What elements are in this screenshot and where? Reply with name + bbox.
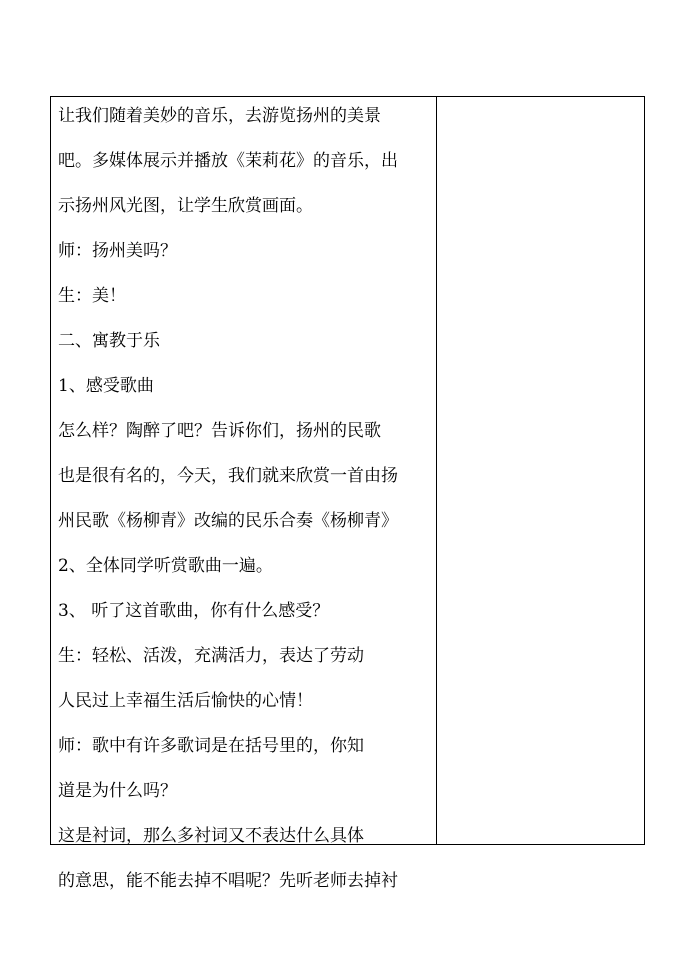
text-line-10: 州民歌《杨柳青》改编的民乐合奏《杨柳青》 bbox=[58, 511, 398, 531]
text-line-13: 生：轻松、活泼，充满活力，表达了劳动 bbox=[58, 646, 364, 666]
notes-cell bbox=[438, 98, 643, 843]
text-line-17: 这是衬词，那么多衬词又不表达什么具体 bbox=[58, 826, 364, 846]
section-heading: 二、寓教于乐 bbox=[58, 331, 160, 351]
text-line-16: 道是为什么吗？ bbox=[58, 781, 177, 801]
text-line-5: 生：美！ bbox=[58, 286, 126, 306]
text-line-18: 的意思，能不能去掉不唱呢？先听老师去掉衬 bbox=[58, 871, 398, 891]
text-line-8: 怎么样？陶醉了吧？告诉你们，扬州的民歌 bbox=[58, 421, 381, 441]
text-line-2: 吧。多媒体展示并播放《茉莉花》的音乐，出 bbox=[58, 151, 398, 171]
text-line-15: 师：歌中有许多歌词是在括号里的，你知 bbox=[58, 736, 364, 756]
text-line-1: 让我们随着美妙的音乐，去游览扬州的美景 bbox=[58, 106, 381, 126]
text-line-3: 示扬州风光图，让学生欣赏画面。 bbox=[58, 196, 313, 216]
text-line-4: 师：扬州美吗？ bbox=[58, 241, 177, 261]
text-line-9: 也是很有名的，今天，我们就来欣赏一首由扬 bbox=[58, 466, 398, 486]
subheading-1: 1、感受歌曲 bbox=[58, 376, 154, 396]
subheading-2: 2、全体同学听赏歌曲一遍。 bbox=[58, 556, 273, 576]
text-line-14: 人民过上幸福生活后愉快的心情！ bbox=[58, 691, 313, 711]
subheading-3: 3、 听了这首歌曲，你有什么感受？ bbox=[58, 601, 330, 621]
column-divider bbox=[436, 96, 437, 845]
